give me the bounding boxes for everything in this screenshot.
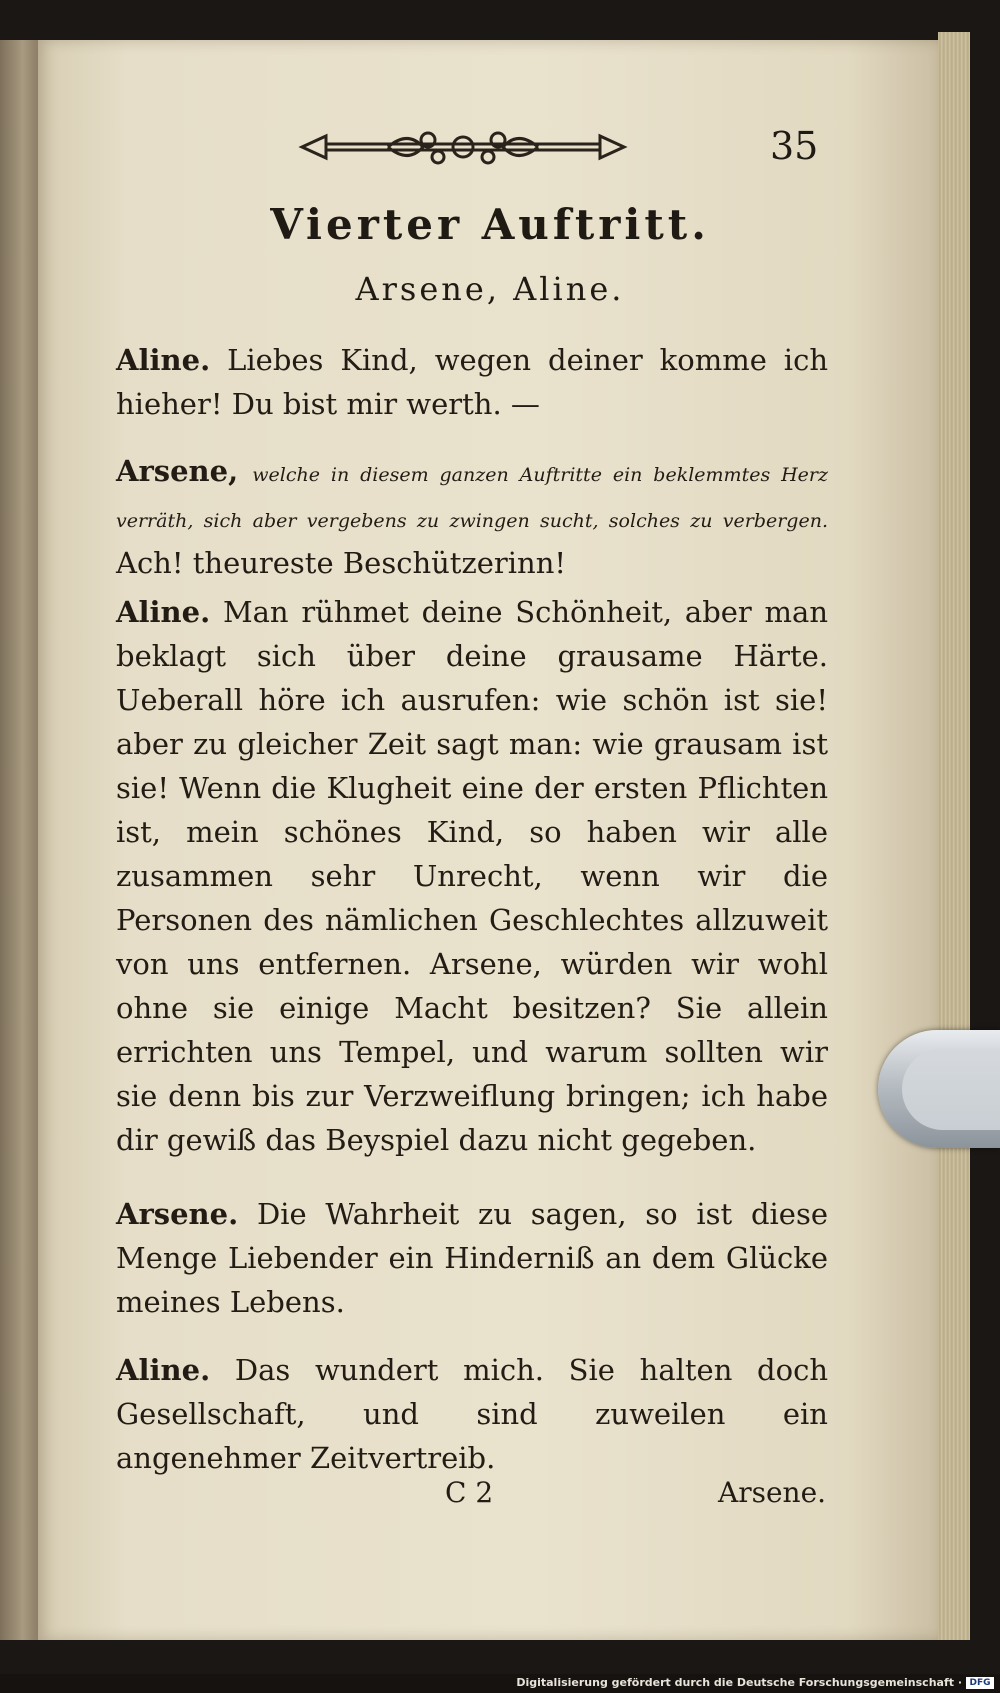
dialogue-paragraph: [116, 1192, 828, 1324]
speaker-name: Aline.: [116, 1353, 211, 1387]
dialogue-text: Die Wahrheit zu sagen, so ist diese Menge Liebender ein Hinderniß an dem Glücke meines Lebens.: [116, 1197, 828, 1319]
dialogue-paragraph: [116, 450, 828, 584]
page-stack-edge: [938, 32, 970, 1640]
dialogue-paragraph: [116, 1348, 828, 1480]
catchword: Arsene.: [718, 1476, 827, 1509]
scene-title: Vierter Auftritt.: [270, 200, 710, 249]
dialogue-text: Das wundert mich. Sie halten doch Gesellschaft, und sind zuweilen ein angenehmer Zeitvertreib.: [116, 1353, 829, 1475]
dialogue-paragraph: [116, 590, 828, 1162]
page-number: 35: [770, 124, 819, 168]
dialogue-paragraph: [116, 338, 828, 426]
speaker-name: Aline.: [116, 595, 211, 629]
dfg-logo-icon: DFG: [966, 1677, 994, 1689]
digitization-credit: Digitalisierung gefördert durch die Deutsche Forschungsgemeinschaft ·: [516, 1676, 962, 1689]
speaker-name: Arsene.: [116, 1197, 239, 1231]
page-clip-inner: [902, 1048, 1000, 1130]
stage-direction: welche in diesem ganzen Auftritte ein beklemmtes Herz verräth, sich aber vergebens zu zwingen sucht, solches zu verbergen.: [116, 464, 829, 532]
dialogue-text: Ach! theureste Beschützerinn!: [116, 546, 567, 580]
scene-characters: Arsene, Aline.: [355, 270, 625, 308]
speaker-name: Arsene,: [116, 454, 239, 488]
dialogue-text: Man rühmet deine Schönheit, aber man beklagt sich über deine grausame Härte. Ueberall höre ich ausrufen: wie schön ist sie! aber zu gleicher Zeit sagt man: wie grausam ist sie! Wenn die Klugheit eine der ersten Pflichten ist, mein schönes Kind, so haben wir alle zusammen sehr Unrecht, wenn wir die Personen des nämlichen Geschlechtes allzuweit von uns entfernen. Arsene, würden wir wohl ohne sie einige Macht besitzen? Sie allein errichten uns Tempel, und warum sollten wir sie denn bis zur Verzweiflung bringen; ich habe dir gewiß das Beyspiel dazu nicht gegeben.: [116, 595, 828, 1157]
speaker-name: Aline.: [116, 343, 211, 377]
decorative-vignette-icon: [298, 124, 628, 170]
page-clip-icon: [878, 1030, 1000, 1148]
dialogue-text: Liebes Kind, wegen deiner komme ich hieher! Du bist mir werth. —: [116, 343, 829, 421]
left-page-edge: [0, 40, 38, 1640]
signature-mark: C 2: [445, 1476, 494, 1509]
